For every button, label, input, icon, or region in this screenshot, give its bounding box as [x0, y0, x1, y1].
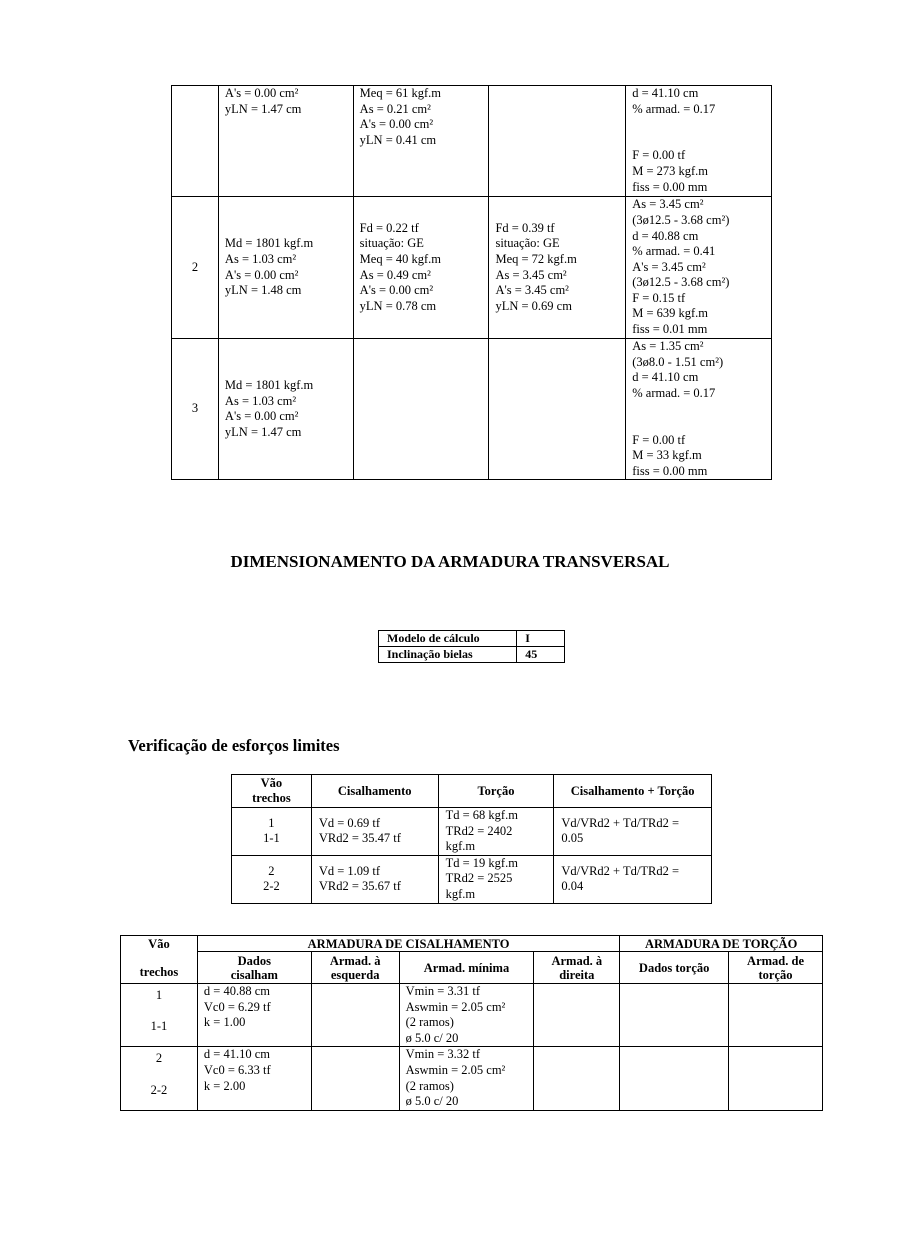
header-row: [121, 952, 823, 984]
shear-cell: Vd = 1.09 tf VRd2 = 35.67 tf: [311, 855, 438, 903]
model-value: I: [517, 631, 565, 647]
column-header: Armad. de torção: [729, 952, 823, 984]
torsion-reinforcement-cell: [729, 1047, 823, 1110]
table-cell: A's = 0.00 cm² yLN = 1.47 cm: [218, 86, 353, 197]
table-row: [121, 984, 823, 1047]
table-row: [232, 855, 712, 903]
span-cell: 2 2-2: [121, 1047, 198, 1110]
torsion-reinforcement-cell: [729, 984, 823, 1047]
table-cell: [353, 339, 489, 480]
model-label: Modelo de cálculo: [379, 631, 517, 647]
table-cell: Meq = 61 kgf.m As = 0.21 cm² A's = 0.00 cm² yLN = 0.41 cm: [353, 86, 489, 197]
combined-cell: Vd/VRd2 + Td/TRd2 = 0.05: [554, 808, 712, 856]
torsion-cell: Td = 68 kgf.m TRd2 = 2402 kgf.m: [438, 808, 554, 856]
left-reinforcement-cell: [311, 1047, 399, 1110]
group-header-torsion: ARMADURA DE TORÇÃO: [620, 936, 823, 952]
column-header: Cisalhamento + Torção: [554, 775, 712, 808]
column-header: Armad. mínima: [399, 952, 534, 984]
torsion-cell: Td = 19 kgf.m TRd2 = 2525 kgf.m: [438, 855, 554, 903]
span-number: 3: [172, 339, 219, 480]
shear-data-cell: d = 41.10 cm Vc0 = 6.33 tf k = 2.00: [197, 1047, 311, 1110]
table-cell: As = 3.45 cm² (3ø12.5 - 3.68 cm²) d = 40.88 cm % armad. = 0.41 A's = 3.45 cm² (3ø12.5 - 3.68 cm²) F = 0.15 tf M = 639 kgf.m fiss = 0.01 mm: [626, 197, 772, 339]
strut-inclination-value: 45: [517, 647, 565, 663]
column-header: Dados torção: [620, 952, 729, 984]
span-header-top: Vão: [148, 937, 170, 951]
table-row: [172, 86, 772, 197]
combined-cell: Vd/VRd2 + Td/TRd2 = 0.04: [554, 855, 712, 903]
strut-inclination-label: Inclinação bielas: [379, 647, 517, 663]
shear-data-cell: d = 40.88 cm Vc0 = 6.29 tf k = 1.00: [197, 984, 311, 1047]
limit-forces-table: [231, 774, 712, 904]
verification-title: Verificação de esforços limites: [128, 736, 340, 755]
table-cell: As = 1.35 cm² (3ø8.0 - 1.51 cm²) d = 41.10 cm % armad. = 0.17 F = 0.00 tf M = 33 kgf.m fiss = 0.00 mm: [626, 339, 772, 480]
shear-cell: Vd = 0.69 tf VRd2 = 35.47 tf: [311, 808, 438, 856]
right-reinforcement-cell: [534, 1047, 620, 1110]
column-header: Dados cisalham: [197, 952, 311, 984]
span-header-bottom: trechos: [139, 965, 179, 979]
table-row: [379, 631, 565, 647]
column-header: Armad. à esquerda: [311, 952, 399, 984]
table-cell: d = 41.10 cm % armad. = 0.17 F = 0.00 tf M = 273 kgf.m fiss = 0.00 mm: [626, 86, 772, 197]
table-row: [379, 647, 565, 663]
table-row: [121, 1047, 823, 1110]
table-cell: Fd = 0.39 tf situação: GE Meq = 72 kgf.m As = 3.45 cm² A's = 3.45 cm² yLN = 0.69 cm: [489, 197, 626, 339]
table-cell: Fd = 0.22 tf situação: GE Meq = 40 kgf.m As = 0.49 cm² A's = 0.00 cm² yLN = 0.78 cm: [353, 197, 489, 339]
min-reinforcement-cell: Vmin = 3.32 tf Aswmin = 2.05 cm² (2 ramos) ø 5.0 c/ 20: [399, 1047, 534, 1110]
calculation-model-table: [378, 630, 565, 663]
span-cell: 2 2-2: [232, 855, 312, 903]
longitudinal-reinforcement-table: [171, 85, 772, 480]
column-header: Vão trechos: [232, 775, 312, 808]
column-header: Torção: [438, 775, 554, 808]
min-reinforcement-cell: Vmin = 3.31 tf Aswmin = 2.05 cm² (2 ramos) ø 5.0 c/ 20: [399, 984, 534, 1047]
shear-reinforcement-table: [120, 935, 823, 1111]
group-header-shear: ARMADURA DE CISALHAMENTO: [197, 936, 619, 952]
table-row: [172, 197, 772, 339]
column-header: Cisalhamento: [311, 775, 438, 808]
table-cell: [489, 339, 626, 480]
column-header: Armad. à direita: [534, 952, 620, 984]
torsion-data-cell: [620, 984, 729, 1047]
table-cell: [489, 86, 626, 197]
torsion-data-cell: [620, 1047, 729, 1110]
header-row: [232, 775, 712, 808]
left-reinforcement-cell: [311, 984, 399, 1047]
span-header: [121, 936, 198, 984]
table-row: [172, 339, 772, 480]
header-row: [121, 936, 823, 952]
span-cell: 1 1-1: [232, 808, 312, 856]
section-title: DIMENSIONAMENTO DA ARMADURA TRANSVERSAL: [230, 552, 670, 571]
span-number: 2: [172, 197, 219, 339]
right-reinforcement-cell: [534, 984, 620, 1047]
span-cell: 1 1-1: [121, 984, 198, 1047]
table-cell: Md = 1801 kgf.m As = 1.03 cm² A's = 0.00 cm² yLN = 1.48 cm: [218, 197, 353, 339]
table-cell: Md = 1801 kgf.m As = 1.03 cm² A's = 0.00 cm² yLN = 1.47 cm: [218, 339, 353, 480]
table-row: [232, 808, 712, 856]
span-number: [172, 86, 219, 197]
